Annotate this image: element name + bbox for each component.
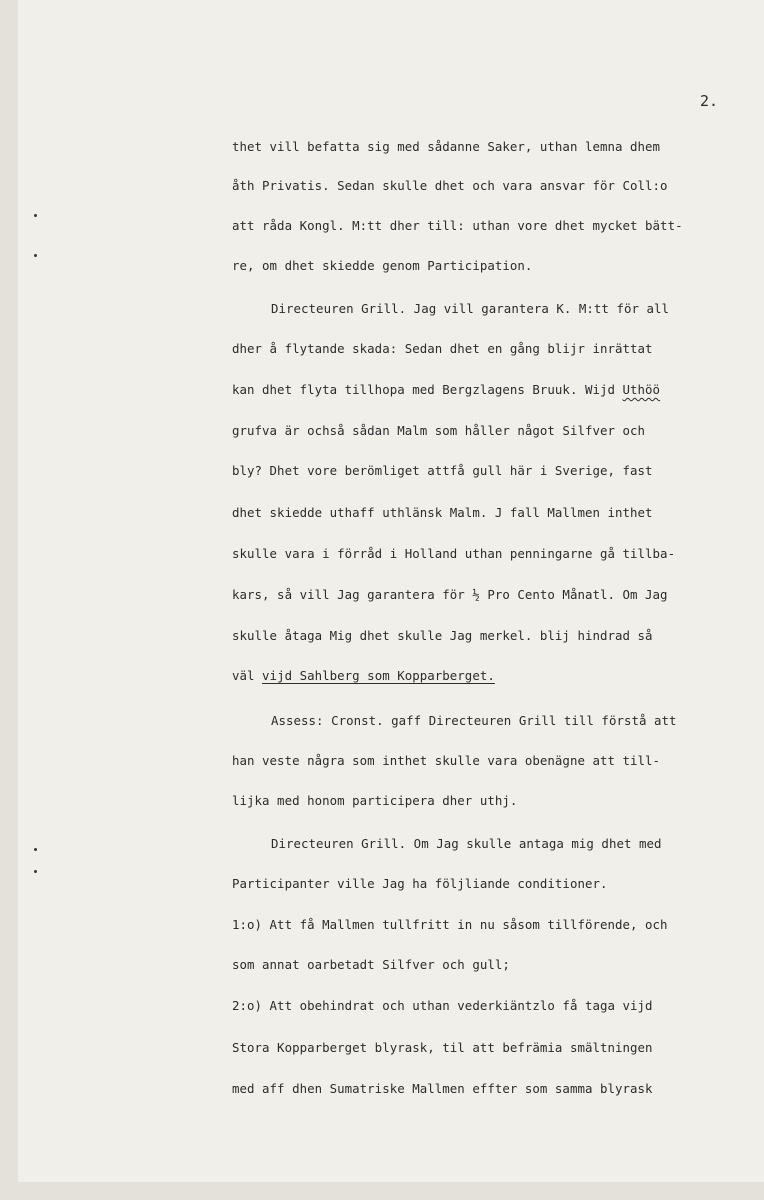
text-line: han veste några som inthet skulle vara obenägne att till- [232,753,661,768]
text-line: skulle vara i förråd i Holland uthan penningarne gå tillba- [232,546,676,561]
text-line: 1:o) Att få Mallmen tullfritt in nu såsom tillförende, och [232,917,668,932]
text-line: skulle åtaga Mig dhet skulle Jag merkel. blij hindrad så [232,628,653,643]
text-line: att råda Kongl. M:tt dher till: uthan vore dhet mycket bätt- [232,218,683,233]
text-line: dher å flytande skada: Sedan dhet en gång blijr inrättat [232,341,653,356]
text-line: lijka med honom participera dher uthj. [232,793,518,808]
text-line: med aff dhen Sumatriske Mallmen effter som samma blyrask [232,1081,653,1096]
underlined-word-uthoo: Uthöö [622,382,661,397]
scan-margin-left [0,0,18,1200]
page-number: 2. [700,92,719,110]
text-line: kars, så vill Jag garantera för ½ Pro Cento Månatl. Om Jag [232,587,668,602]
text-line: dhet skiedde uthaff uthlänsk Malm. J fall Mallmen inthet [232,505,653,520]
margin-dot [34,848,37,851]
paragraph-start-line: Directeuren Grill. Om Jag skulle antaga mig dhet med [271,836,662,851]
text-line: som annat oarbetadt Silfver och gull; [232,957,510,972]
text-line: Stora Kopparberget blyrask, til att befrämia smältningen [232,1040,653,1055]
text-line: grufva är ochså sådan Malm som håller något Silfver och [232,423,646,438]
margin-dot [34,214,37,217]
paragraph-start-line: Directeuren Grill. Jag vill garantera K. M:tt för all [271,301,670,316]
underlined-phrase: vijd Sahlberg som Kopparberget. [262,668,495,683]
margin-dot [34,870,37,873]
text-line: åth Privatis. Sedan skulle dhet och vara ansvar för Coll:o [232,178,668,193]
text-segment: kan dhet flyta tillhopa med Bergzlagens Bruuk. Wijd [232,382,623,397]
text-line: 2:o) Att obehindrat och uthan vederkiäntzlo få taga vijd [232,998,653,1013]
text-segment: väl [232,668,263,683]
text-line [232,668,495,684]
text-line: thet vill befatta sig med sådanne Saker, uthan lemna dhem [232,139,661,154]
paragraph-start-line: Assess: Cronst. gaff Directeuren Grill till förstå att [271,713,677,728]
text-line: re, om dhet skiedde genom Participation. [232,258,533,273]
text-line: Participanter ville Jag ha följliande conditioner. [232,876,608,891]
text-line: bly? Dhet vore berömliget attfå gull här i Sverige, fast [232,463,653,478]
scan-margin-bottom [0,1182,764,1200]
margin-dot [34,254,37,257]
text-line [232,382,660,398]
